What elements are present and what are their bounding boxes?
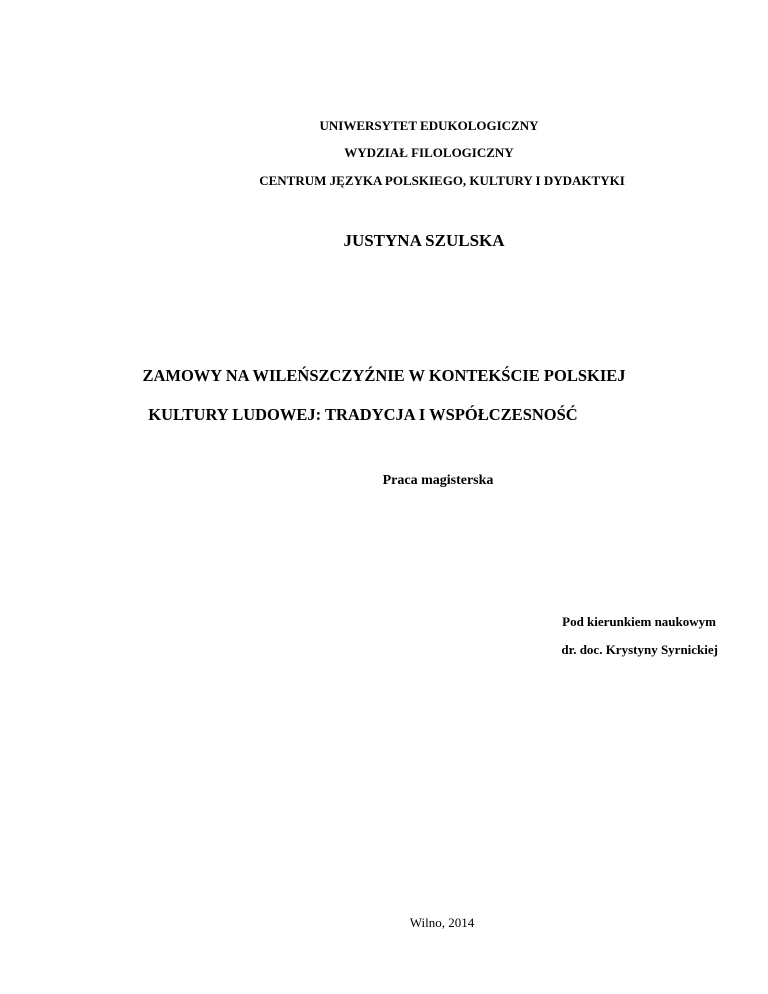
university-name: UNIWERSYTET EDUKOLOGICZNY — [319, 118, 539, 133]
thesis-title-line-1: ZAMOWY NA WILEŃSZCZYŹNIE W KONTEKŚCIE POLSKIEJ — [142, 366, 626, 385]
thesis-title-line-2: KULTURY LUDOWEJ: TRADYCJA I WSPÓŁCZESNOŚĆ — [148, 405, 578, 424]
center-name: CENTRUM JĘZYKA POLSKIEGO, KULTURY I DYDAKTYKI — [259, 173, 625, 188]
thesis-type: Praca magisterska — [382, 473, 494, 488]
supervision-label: Pod kierunkiem naukowym — [562, 614, 716, 629]
supervisor-name: dr. doc. Krystyny Syrnickiej — [561, 642, 718, 657]
place-and-year: Wilno, 2014 — [409, 915, 475, 930]
author-name: JUSTYNA SZULSKA — [343, 231, 505, 250]
faculty-name: WYDZIAŁ FILOLOGICZNY — [344, 145, 514, 160]
